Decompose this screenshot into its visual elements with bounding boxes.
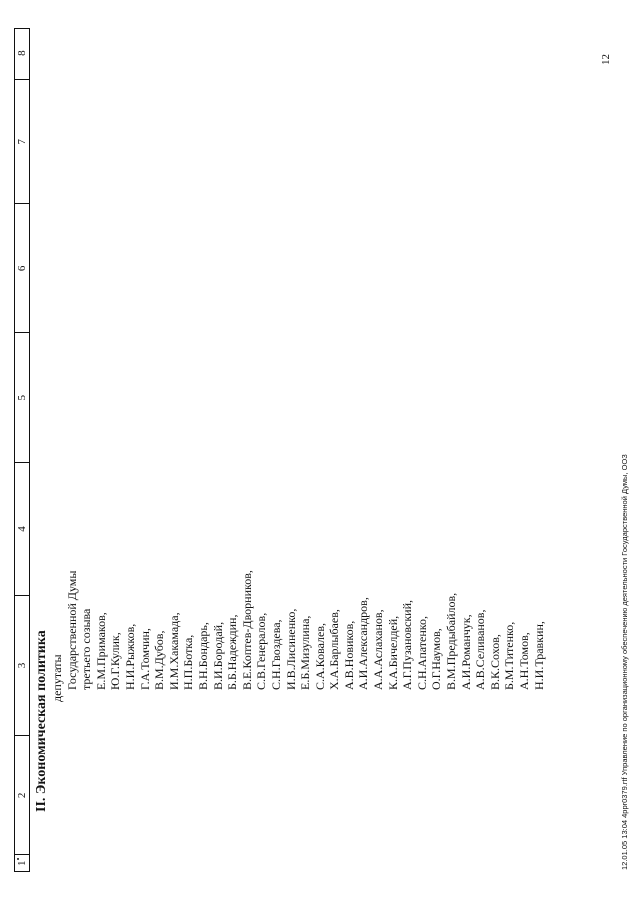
member-name: О.Г.Наумов, xyxy=(429,628,444,690)
member-name: С.В.Генералов, xyxy=(254,612,269,690)
member-name: В.И.Бородай, xyxy=(210,621,225,690)
member-name: Н.П.Ботка, xyxy=(181,634,196,690)
column-header-label: 2 xyxy=(16,792,28,799)
member-name: Б.М.Титенко, xyxy=(502,621,517,690)
member-name: В.Е.Коптев-Дворников, xyxy=(239,570,254,690)
member-name: Н.И.Рыжков, xyxy=(122,623,137,690)
section-title: II. Экономическая политика xyxy=(34,630,49,812)
column-mark: • xyxy=(14,857,23,861)
member-name: С.Н.Апатенко, xyxy=(414,616,429,690)
member-name: Г.А.Томчин, xyxy=(137,628,152,690)
member-name: А.Г.Пузановский, xyxy=(400,600,415,690)
column-header-label: 4 xyxy=(16,526,28,532)
member-name: Б.Б.Надеждин, xyxy=(225,614,240,690)
column-header-label: 5 xyxy=(16,395,28,401)
member-name: Е.М.Примаков, xyxy=(93,612,108,690)
member-name: А.Н.Томов, xyxy=(517,632,531,690)
column-header-row xyxy=(14,28,30,872)
member-name: А.В.Селиванов, xyxy=(473,609,488,690)
member-name: Ю.Г.Кулик, xyxy=(108,632,123,690)
members-intro-line: депутаты xyxy=(50,654,64,702)
member-name: С.Н.Гвоздева, xyxy=(268,619,283,690)
member-name: В.К.Сохов, xyxy=(487,634,502,690)
member-name: Х.А.Барлыбаев, xyxy=(327,609,342,690)
member-name: А.И.Александров, xyxy=(356,597,371,690)
column-header-6 xyxy=(15,204,29,333)
member-name: А.А.Аслаханов, xyxy=(371,609,386,690)
page-number: 12 xyxy=(600,54,612,65)
column-header-7 xyxy=(15,80,29,204)
member-name: И.В.Лисиненко, xyxy=(283,608,298,690)
members-list xyxy=(50,570,546,702)
members-intro-line: третьего созыва xyxy=(79,608,94,690)
column-header-label: 1 xyxy=(16,860,28,866)
member-name: В.М.Предыбайлов, xyxy=(444,592,459,690)
member-name: С.А.Ковалев, xyxy=(312,623,327,690)
member-name: И.М.Хакамада, xyxy=(166,612,181,690)
member-name: Н.И.Травкин, xyxy=(531,621,546,690)
document-footer: 12.01.05 13:04 4ppr0379.rtf Управление по организационному обеспечению деятельности Государственной Думы, ООЗ xyxy=(620,454,629,870)
column-header-label: 7 xyxy=(16,139,28,145)
column-header-3 xyxy=(15,596,29,736)
column-header-5 xyxy=(15,333,29,463)
member-name: А.В.Новиков, xyxy=(341,620,356,690)
column-header-label: 3 xyxy=(16,662,28,669)
member-name: А.И.Романчук, xyxy=(458,614,473,690)
column-header-2 xyxy=(14,736,29,861)
members-intro-line: Государственной Думы xyxy=(64,570,79,690)
member-name: К.А.Бичелдей, xyxy=(385,615,400,690)
member-name: Е.Б.Мизулина, xyxy=(298,615,313,690)
column-header-label: 8 xyxy=(16,50,28,56)
column-header-label: 6 xyxy=(16,265,28,272)
column-header-8 xyxy=(15,27,29,80)
column-header-4 xyxy=(15,463,29,596)
member-name: В.М.Дубов, xyxy=(152,630,167,690)
member-name: В.Н.Бондарь, xyxy=(195,622,210,690)
